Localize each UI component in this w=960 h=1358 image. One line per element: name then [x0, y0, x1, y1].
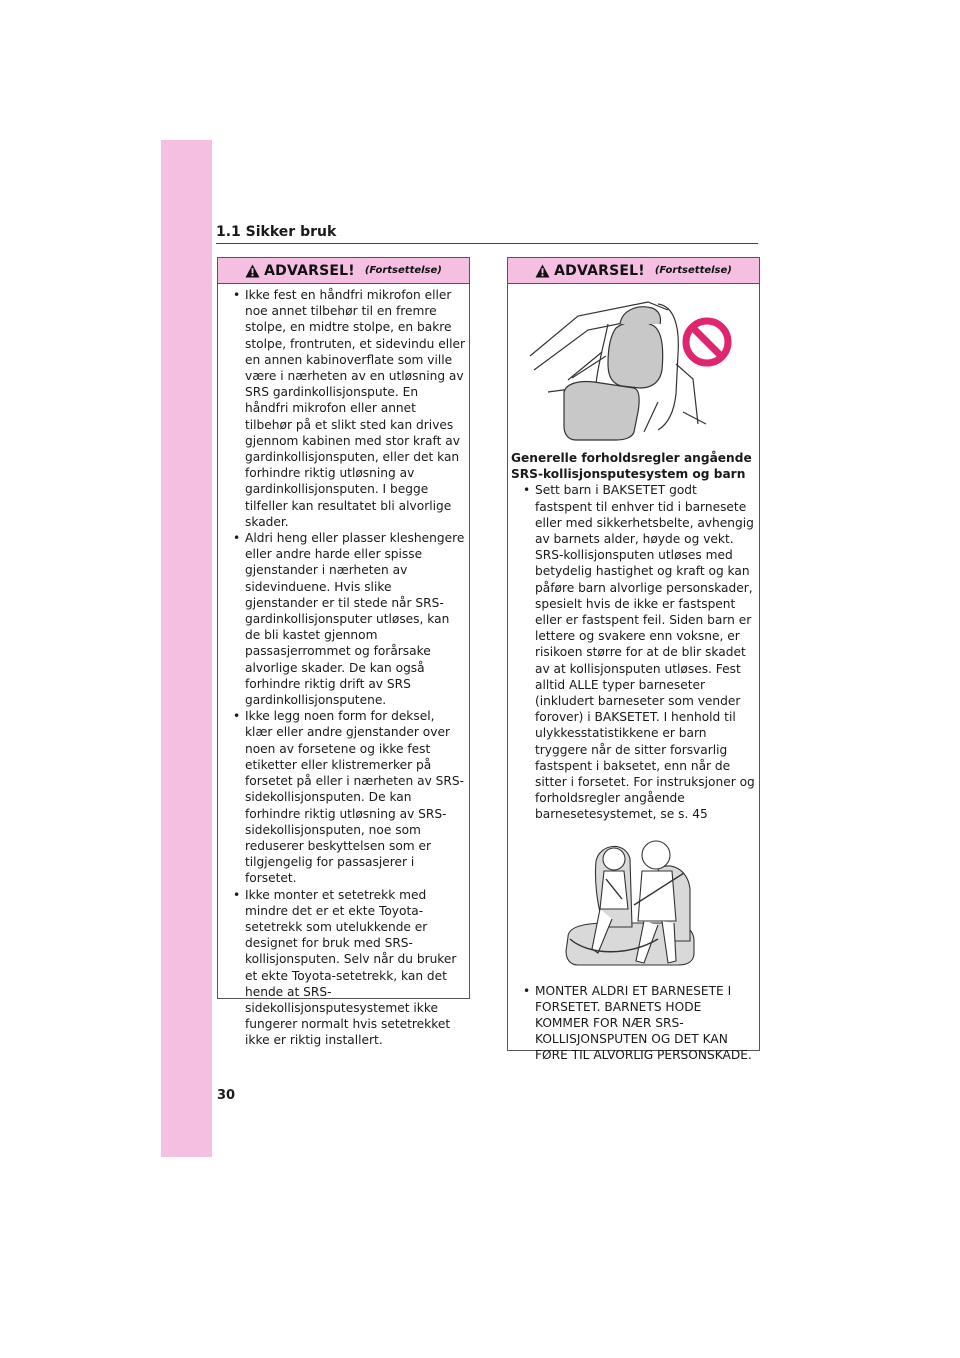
child-seat-illustration — [508, 829, 759, 979]
warning-subtitle: (Fortsettelse) — [654, 265, 732, 276]
warning-title: ADVARSEL! — [554, 262, 645, 279]
warning-box-right — [507, 257, 760, 1063]
warning-header-left — [218, 258, 469, 284]
warning-content-right-2 — [508, 979, 759, 1064]
bullet-item: • Aldri heng eller plasser kleshengere eller andre harde eller spisse gjenstander i nærheten av sidevinduene. Hvis slike gjenstander er til stede når SRS-gardinkollisjonsputer utløses, kan de bli kastet gjennom passasjerrommet og forårsake alvorlige skader. De kan også forhindre riktig drift av SRS gardinkollisjonsputene. — [223, 530, 465, 708]
warning-box-left — [217, 257, 470, 1048]
bullet-item: • MONTER ALDRI ET BARNESETE I FORSETET. BARNETS HODE KOMMER FOR NÆR SRS-KOLLISJONSPUTEN OG DET KAN FØRE TIL ALVORLIG PERSONSKADE. — [513, 983, 755, 1064]
warning-title: ADVARSEL! — [264, 262, 355, 279]
section-title: 1.1 Sikker bruk — [216, 224, 337, 240]
subheading: Generelle forholdsregler angående SRS-kollisjonsputesystem og barn — [511, 451, 752, 482]
page-number: 30 — [217, 1088, 236, 1103]
front-seat-prohibited-illustration — [508, 284, 759, 444]
bullet-item: • Ikke legg noen form for deksel, klær eller andre gjenstander over noen av forsetene og ikke fest etiketter eller klistremerker på forsetet på eller i nærheten av SRS-sidekollisjonsputen. De kan forhindre riktig utløsning av SRS-sidekollisjonsputen, noe som reduserer beskyttelsen som er tilgjengelig for passasjerer i forsetet. — [223, 708, 465, 886]
warning-triangle-icon — [535, 264, 550, 278]
warning-content-right — [508, 482, 759, 822]
bullet-item: • Ikke monter et setetrekk med mindre det er et ekte Toyota-setetrekk som utelukkende er designet for bruk med SRS-kollisjonsputen. Selv når du bruker et ekte Toyota-setetrekk, kan det hende at SRS-sidekollisjonsputesystemet ikke fungerer normalt hvis setetrekket ikke er riktig installert. — [223, 887, 465, 1049]
warning-subtitle: (Fortsettelse) — [364, 265, 442, 276]
bullet-item: • Ikke fest en håndfri mikrofon eller noe annet tilbehør til en fremre stolpe, en midtre stolpe, en bakre stolpe, frontruten, et sidevindu eller en annen kabinoverflate som ville være i nærheten av en utløsning av SRS gardinkollisjonspute. En håndfri mikrofon eller annet tilbehør på et slikt sted kan drives gjennom kabinen med stor kraft av gardinkollisjonsputen, eller det kan forhindre riktig utløsning av gardinkollisjonsputen. I begge tilfeller kan resultatet bli alvorlige skader. — [223, 287, 465, 530]
chapter-side-strip — [161, 140, 212, 1157]
warning-content-left — [218, 284, 469, 1049]
warning-header-right — [508, 258, 759, 284]
prohibition-icon — [686, 321, 728, 363]
section-rule — [216, 243, 758, 244]
warning-triangle-icon — [245, 264, 260, 278]
bullet-item: • Sett barn i BAKSETET godt fastspent til enhver tid i barnesete eller med sikkerhetsbelte, avhengig av barnets alder, høyde og vekt. SRS-kollisjonsputen utløses med betydelig hastighet og kraft og kan påføre barn alvorlige personskader, spesielt hvis de ikke er fastspent eller er fastspent feil. Siden barn er lettere og svakere enn voksne, er risikoen større for at de blir skadet av at kollisjonsputen utløses. Fest alltid ALLE typer barneseter (inkludert barneseter som vender forover) i BAKSETET. I henhold til ulykkesstatistikkene er barn tryggere når de sitter forsvarlig fastspent i baksetet, enn når de sitter i forsetet. For instruksjoner og forholdsregler angående barnesetesystemet, se s. 45 — [513, 482, 755, 822]
